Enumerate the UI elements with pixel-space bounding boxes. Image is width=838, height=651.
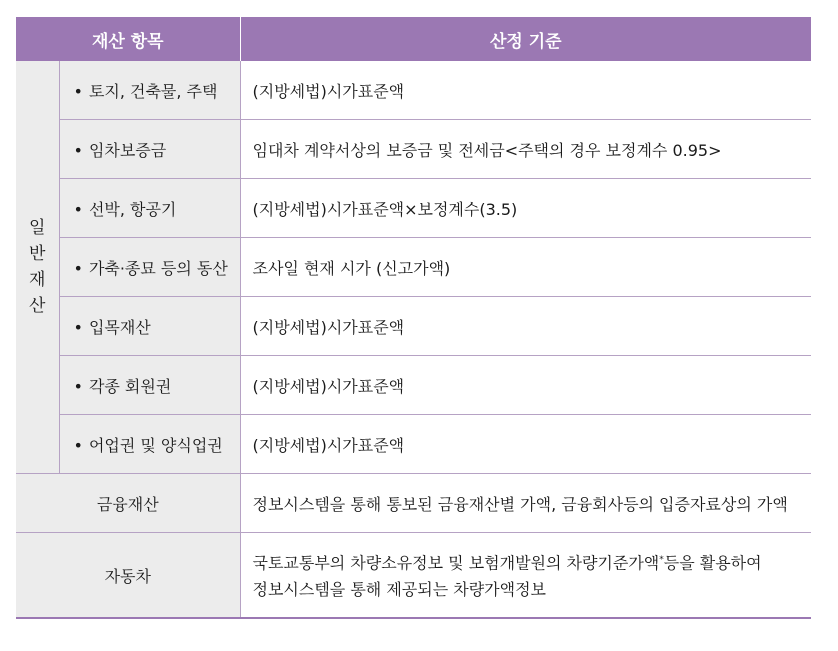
bullet: • [73, 199, 83, 219]
vehicle-criteria-line2: 정보시스템을 통해 제공되는 차량가액정보 [252, 580, 546, 600]
table-header-row [16, 17, 811, 61]
bullet: • [73, 435, 83, 455]
bullet: • [73, 258, 83, 278]
vehicle-criteria-line1a: 국토교통부의 차량소유정보 및 보험개발원의 차량기준가액 [252, 553, 660, 573]
group-label: 일반재산 [29, 218, 46, 316]
item-label: 토지, 건축물, 주택 [88, 81, 218, 101]
item-cell [59, 120, 240, 179]
item-label: 선박, 항공기 [88, 199, 177, 219]
finance-criteria: 정보시스템을 통해 통보된 금융재산별 가액, 금융회사등의 입증자료상의 가액 [240, 474, 811, 533]
criteria-cell: (지방세법)시가표준액 [240, 297, 811, 356]
item-cell [59, 297, 240, 356]
footnote-mark: * [659, 554, 664, 565]
table-row [16, 61, 811, 120]
item-label: 입목재산 [88, 317, 151, 337]
criteria-cell: (지방세법)시가표준액 [240, 356, 811, 415]
vehicle-row [16, 533, 811, 619]
vehicle-item: 자동차 [16, 533, 240, 619]
vehicle-criteria-line1b: 등을 활용하여 [663, 553, 762, 573]
group-label-cell [16, 61, 59, 474]
table-body [16, 61, 811, 618]
item-cell [59, 61, 240, 120]
table-row [16, 356, 811, 415]
criteria-cell: (지방세법)시가표준액 [240, 415, 811, 474]
table-row [16, 297, 811, 356]
criteria-cell: (지방세법)시가표준액 [240, 61, 811, 120]
property-criteria-table [16, 17, 811, 619]
item-label: 어업권 및 양식업권 [88, 435, 223, 455]
header-item: 재산 항목 [16, 17, 240, 61]
criteria-cell: (지방세법)시가표준액×보정계수(3.5) [240, 179, 811, 238]
property-criteria-table-container [16, 17, 811, 619]
table-row [16, 415, 811, 474]
header-criteria: 산정 기준 [240, 17, 811, 61]
table-row [16, 238, 811, 297]
bullet: • [73, 317, 83, 337]
item-cell [59, 179, 240, 238]
table-row [16, 120, 811, 179]
criteria-cell: 임대차 계약서상의 보증금 및 전세금<주택의 경우 보정계수 0.95> [240, 120, 811, 179]
bullet: • [73, 140, 83, 160]
bullet: • [73, 376, 83, 396]
table-row [16, 179, 811, 238]
item-cell [59, 356, 240, 415]
item-cell [59, 415, 240, 474]
item-label: 가축·종묘 등의 동산 [88, 258, 228, 278]
item-label: 각종 회원권 [88, 376, 172, 396]
finance-row [16, 474, 811, 533]
item-label: 임차보증금 [88, 140, 167, 160]
bullet: • [73, 81, 83, 101]
finance-item: 금융재산 [16, 474, 240, 533]
criteria-cell: 조사일 현재 시가 (신고가액) [240, 238, 811, 297]
item-cell [59, 238, 240, 297]
vehicle-criteria [240, 533, 811, 619]
